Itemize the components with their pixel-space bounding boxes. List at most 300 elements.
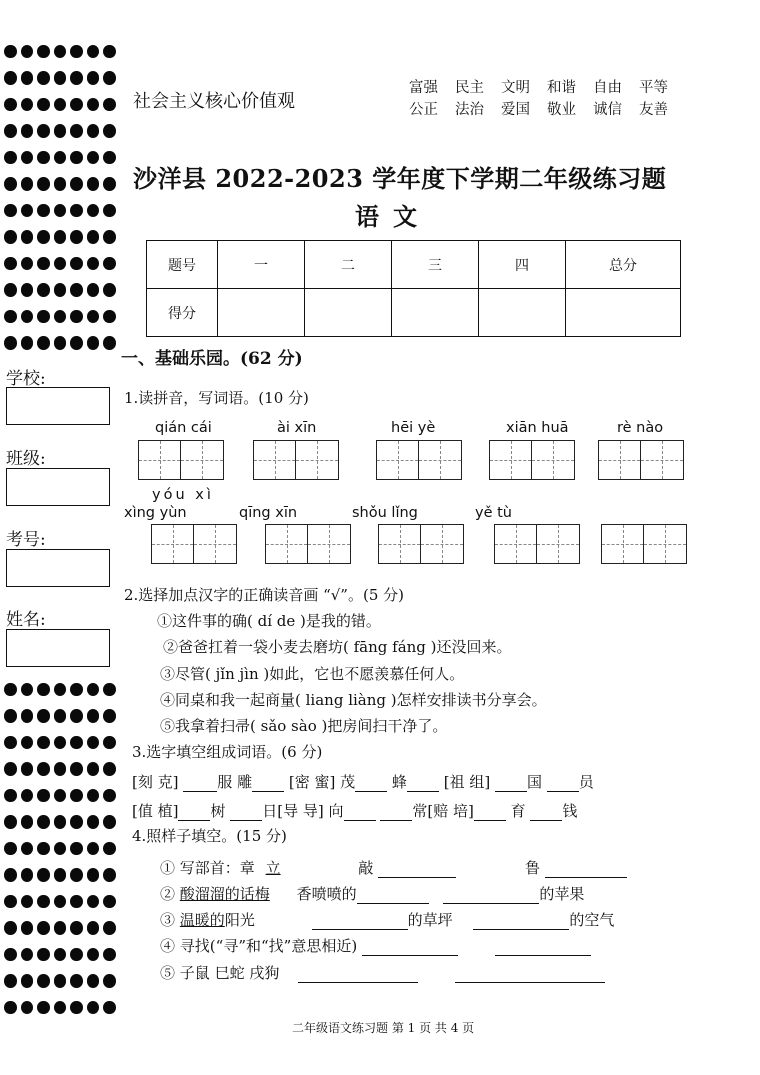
page-footer: 二年级语文练习题 第 1 页 共 4 页 <box>292 1021 475 1035</box>
decorative-dot <box>4 815 17 829</box>
word-part: 日[导 导] <box>262 802 324 820</box>
decorative-dot <box>21 257 34 271</box>
decorative-dot <box>70 204 83 218</box>
dot-row <box>4 729 116 756</box>
decorative-dot <box>103 709 116 723</box>
decorative-dot <box>87 789 100 803</box>
decorative-dot <box>70 336 83 350</box>
answer-blank[interactable] <box>230 804 262 821</box>
class-field[interactable] <box>6 468 110 506</box>
decorative-dot <box>37 98 50 112</box>
decorative-dot <box>103 868 116 882</box>
example-answer: 立 <box>265 859 281 877</box>
decorative-dot <box>4 283 17 297</box>
decorative-dot <box>21 842 34 856</box>
decorative-dot <box>21 948 34 962</box>
decorative-dot <box>87 948 100 962</box>
item-number: ⑤ <box>160 964 176 982</box>
decorative-dot <box>4 1001 17 1015</box>
decorative-dot <box>87 921 100 935</box>
decorative-dot <box>54 283 67 297</box>
dot-row <box>4 835 116 862</box>
dot-row <box>4 277 116 304</box>
decorative-dot <box>37 974 50 988</box>
decorative-dot <box>4 895 17 909</box>
decorative-dot <box>21 762 34 776</box>
decorative-dot <box>87 336 100 350</box>
prompt-text: 子鼠 巳蛇 戌狗 <box>179 964 280 982</box>
decorative-dot <box>54 1001 67 1015</box>
decorative-dot <box>37 683 50 697</box>
value-word: 法治 <box>455 102 484 118</box>
value-word: 诚信 <box>593 102 622 118</box>
dot-row <box>4 171 116 198</box>
item-number: ④ <box>160 937 176 955</box>
question-2-item: ⑤我拿着扫帚( sǎo sào )把房间扫干净了。 <box>160 717 448 735</box>
table-cell: 总分 <box>566 241 681 289</box>
decorative-dot <box>21 336 34 350</box>
decorative-dot <box>87 230 100 244</box>
decorative-dot <box>4 310 17 324</box>
decorative-dot <box>103 336 116 350</box>
decorative-dot <box>21 868 34 882</box>
decorative-dot <box>4 736 17 750</box>
table-cell: 二 <box>305 241 392 289</box>
decorative-dot <box>4 709 17 723</box>
decorative-dot <box>70 736 83 750</box>
decorative-dot <box>70 762 83 776</box>
question-3-row-2 <box>132 800 577 821</box>
decorative-dot <box>4 230 17 244</box>
decorative-dot <box>21 683 34 697</box>
decorative-dot <box>70 45 83 59</box>
dot-row <box>4 65 116 92</box>
answer-blank[interactable] <box>473 913 569 930</box>
decorative-dot <box>54 709 67 723</box>
decorative-dot <box>87 204 100 218</box>
core-values-title: 社会主义核心价值观 <box>133 91 295 112</box>
question-4-line-2 <box>160 883 584 904</box>
dot-row <box>4 118 116 145</box>
decorative-dot <box>54 124 67 138</box>
decorative-dot <box>37 842 50 856</box>
prompt-text: 寻找(“寻”和“找”意思相近) <box>179 937 358 955</box>
decorative-dot <box>54 336 67 350</box>
dot-row <box>4 809 116 836</box>
dot-row <box>4 303 116 330</box>
question-2-item: ④同桌和我一起商量( liang liàng )怎样安排读书分享会。 <box>160 691 547 709</box>
decorative-dot <box>4 98 17 112</box>
dot-row <box>4 91 116 118</box>
decorative-dot <box>103 948 116 962</box>
decorative-dot <box>70 974 83 988</box>
prompt-text: 敲 <box>358 859 374 877</box>
decorative-dot <box>103 789 116 803</box>
decorative-dot <box>70 151 83 165</box>
decorative-dot <box>70 283 83 297</box>
answer-blank[interactable] <box>495 939 591 956</box>
decorative-dot <box>4 948 17 962</box>
decorative-dot <box>103 974 116 988</box>
item-number: ③ <box>160 911 176 929</box>
pinyin-label: qián cái <box>155 420 212 436</box>
decorative-dot <box>87 683 100 697</box>
value-word: 友善 <box>639 102 668 118</box>
prompt-text: 香喷喷的 <box>296 885 357 903</box>
question-1-title: 1.读拼音，写词语。(10 分) <box>124 389 309 407</box>
answer-blank[interactable] <box>530 804 562 821</box>
writing-grid[interactable] <box>494 524 580 564</box>
answer-blank[interactable] <box>357 887 429 904</box>
name-field[interactable] <box>6 629 110 667</box>
decorative-dot <box>37 230 50 244</box>
dot-row <box>4 862 116 889</box>
dot-row <box>4 888 116 915</box>
writing-grid[interactable] <box>598 440 684 480</box>
prompt-text: 的空气 <box>569 911 615 929</box>
question-4-line-3 <box>160 909 614 930</box>
decorative-dot <box>103 842 116 856</box>
decorative-dot <box>103 45 116 59</box>
prompt-text: 的苹果 <box>539 885 585 903</box>
question-3-row-1 <box>132 771 594 792</box>
prompt-text: 写部首：章 <box>179 859 255 877</box>
decorative-dot <box>70 895 83 909</box>
decorative-dot <box>70 868 83 882</box>
prompt-text: 鲁 <box>524 859 540 877</box>
pinyin-label: qīng xīn <box>239 505 298 521</box>
decorative-dot <box>4 177 17 191</box>
decorative-dot <box>103 895 116 909</box>
pinyin-label: shǒu lǐng <box>352 505 418 521</box>
exam-subject: 语文 <box>355 202 431 231</box>
decorative-dot <box>87 98 100 112</box>
writing-grid[interactable] <box>253 440 339 480</box>
decorative-dot <box>4 257 17 271</box>
dot-row <box>4 941 116 968</box>
core-values-row-2 <box>409 98 685 119</box>
dot-row <box>4 703 116 730</box>
answer-blank[interactable] <box>298 966 418 983</box>
decorative-dot <box>70 98 83 112</box>
char-choice: [值 植] <box>132 802 179 820</box>
decorative-dot <box>103 815 116 829</box>
score-input-cell[interactable] <box>218 289 305 337</box>
decorative-dot <box>37 789 50 803</box>
pinyin-label: rè nào <box>617 420 664 436</box>
decorative-dot <box>21 310 34 324</box>
value-word: 文明 <box>501 80 530 96</box>
decorative-dot <box>37 895 50 909</box>
decorative-dot <box>87 709 100 723</box>
answer-blank[interactable] <box>355 775 387 792</box>
decorative-dot <box>21 815 34 829</box>
decorative-dot <box>21 124 34 138</box>
question-2-title: 2.选择加点汉字的正确读音画 “√”。(5 分) <box>124 586 404 604</box>
value-word: 爱国 <box>501 102 530 118</box>
pinyin-label: yóu xì <box>152 487 214 503</box>
decorative-dot <box>37 1001 50 1015</box>
decorative-dot <box>87 762 100 776</box>
dot-row <box>4 250 116 277</box>
class-label: 班级: <box>6 449 46 469</box>
score-input-cell[interactable] <box>392 289 479 337</box>
char-choice: [祖 组] <box>443 773 491 791</box>
decorative-dot <box>87 974 100 988</box>
section-heading: 一、基础乐园。(62 分) <box>121 349 303 369</box>
decorative-dot <box>37 283 50 297</box>
word-part: 向 <box>328 802 344 820</box>
pinyin-label: hēi yè <box>391 420 436 436</box>
decorative-dot <box>37 124 50 138</box>
table-cell: 得分 <box>147 289 218 337</box>
decorative-dot <box>103 683 116 697</box>
pinyin-label: ài xīn <box>277 420 317 436</box>
decorative-dot <box>54 842 67 856</box>
decorative-dot <box>54 310 67 324</box>
decorative-dot <box>103 736 116 750</box>
decorative-dot <box>87 45 100 59</box>
writing-grid[interactable] <box>601 524 687 564</box>
decorative-dot <box>103 71 116 85</box>
decorative-dot <box>21 736 34 750</box>
decorative-dot <box>4 868 17 882</box>
school-label: 学校: <box>6 369 46 389</box>
dot-row <box>4 968 116 995</box>
decorative-dot <box>87 868 100 882</box>
decorative-dot <box>87 310 100 324</box>
answer-blank[interactable] <box>443 887 539 904</box>
decorative-dot <box>103 124 116 138</box>
decorative-dot <box>54 948 67 962</box>
name-label: 姓名: <box>6 610 46 630</box>
decorative-dot <box>54 71 67 85</box>
value-word: 敬业 <box>547 102 576 118</box>
table-cell: 一 <box>218 241 305 289</box>
decorative-dot <box>21 98 34 112</box>
decorative-dot <box>70 177 83 191</box>
writing-grid[interactable] <box>378 524 464 564</box>
word-part: 雕 <box>237 773 253 791</box>
value-word: 和谐 <box>547 80 576 96</box>
decorative-dot <box>54 230 67 244</box>
decorative-dot <box>103 283 116 297</box>
word-part: 常[赔 培] <box>412 802 474 820</box>
decorative-dot <box>54 868 67 882</box>
answer-blank[interactable] <box>178 804 210 821</box>
decorative-dot <box>103 257 116 271</box>
decorative-dot <box>54 98 67 112</box>
decorative-dot <box>21 283 34 297</box>
decorative-dot <box>4 762 17 776</box>
decorative-dot <box>54 151 67 165</box>
dot-row <box>4 915 116 942</box>
decorative-dot <box>87 124 100 138</box>
dot-row <box>4 224 116 251</box>
decorative-dot <box>54 683 67 697</box>
item-number: ② <box>160 885 176 903</box>
value-word: 平等 <box>639 80 668 96</box>
decorative-dot <box>21 177 34 191</box>
decorative-dot <box>87 257 100 271</box>
decorative-dot <box>4 336 17 350</box>
writing-grid[interactable] <box>265 524 351 564</box>
dot-row <box>4 144 116 171</box>
dot-row <box>4 330 116 357</box>
value-word: 富强 <box>409 80 438 96</box>
decorative-dot <box>70 1001 83 1015</box>
decorative-dot <box>70 815 83 829</box>
pinyin-label: xiān huā <box>506 420 569 436</box>
decorative-dot <box>37 336 50 350</box>
decorative-dot <box>4 204 17 218</box>
decorative-dot <box>21 204 34 218</box>
table-row <box>147 241 681 289</box>
dot-row <box>4 782 116 809</box>
decorative-dot <box>70 842 83 856</box>
decorative-dot <box>103 98 116 112</box>
number-field[interactable] <box>6 549 110 587</box>
table-cell: 三 <box>392 241 479 289</box>
dot-row <box>4 38 116 65</box>
core-values-row-1 <box>409 76 685 97</box>
decorative-dot <box>21 974 34 988</box>
decorative-dot <box>4 124 17 138</box>
decorative-dot <box>54 789 67 803</box>
table-cell: 题号 <box>147 241 218 289</box>
answer-blank[interactable] <box>474 804 506 821</box>
prompt-text: 阳光 <box>224 911 255 929</box>
decorative-dot <box>87 151 100 165</box>
item-number: ① <box>160 859 176 877</box>
dot-row <box>4 756 116 783</box>
question-4-line-4 <box>160 935 591 956</box>
decorative-dot <box>70 709 83 723</box>
example-answer: 温暖的 <box>179 911 225 929</box>
answer-blank[interactable] <box>545 861 627 878</box>
writing-grid[interactable] <box>376 440 462 480</box>
score-input-cell[interactable] <box>479 289 566 337</box>
decorative-dot <box>37 151 50 165</box>
score-input-cell[interactable] <box>566 289 681 337</box>
word-part: 育 <box>510 802 526 820</box>
decorative-dot <box>70 789 83 803</box>
prompt-text: 的草坪 <box>407 911 453 929</box>
dot-row <box>4 994 116 1021</box>
answer-blank[interactable] <box>547 775 579 792</box>
decorative-dot <box>87 283 100 297</box>
decorative-dot <box>4 683 17 697</box>
question-4-title: 4.照样子填空。(15 分) <box>132 827 287 845</box>
decorative-dot <box>54 974 67 988</box>
answer-blank[interactable] <box>252 775 284 792</box>
question-4-line-1 <box>160 857 627 878</box>
decorative-dot <box>54 177 67 191</box>
decorative-dot <box>103 204 116 218</box>
answer-blank[interactable] <box>455 966 605 983</box>
word-part: 员 <box>578 773 594 791</box>
decorative-dot <box>54 257 67 271</box>
decorative-dot <box>70 948 83 962</box>
decorative-dot <box>4 151 17 165</box>
decorative-dot <box>21 151 34 165</box>
decorative-dot <box>4 45 17 59</box>
question-3-title: 3.选字填空组成词语。(6 分) <box>132 743 323 761</box>
answer-blank[interactable] <box>495 775 527 792</box>
decorative-dot <box>54 921 67 935</box>
decorative-dot <box>87 71 100 85</box>
answer-blank[interactable] <box>407 775 439 792</box>
decorative-dot <box>37 921 50 935</box>
decorative-dot <box>70 230 83 244</box>
exam-title: 沙洋县 2022-2023 学年度下学期二年级练习题 <box>133 164 667 193</box>
decorative-dot <box>87 842 100 856</box>
word-part: 钱 <box>562 802 578 820</box>
question-4-line-5 <box>160 962 605 983</box>
decorative-dot <box>37 815 50 829</box>
answer-blank[interactable] <box>380 804 412 821</box>
decorative-dot <box>4 842 17 856</box>
table-row <box>147 289 681 337</box>
writing-grid[interactable] <box>489 440 575 480</box>
decorative-dot <box>21 1001 34 1015</box>
decorative-dot <box>54 204 67 218</box>
decorative-dot <box>21 921 34 935</box>
decorative-dot <box>103 762 116 776</box>
decorative-dot <box>37 762 50 776</box>
decorative-dot <box>37 948 50 962</box>
value-word: 自由 <box>593 80 622 96</box>
decorative-dot <box>87 1001 100 1015</box>
score-table <box>146 240 681 337</box>
score-input-cell[interactable] <box>305 289 392 337</box>
writing-grid[interactable] <box>151 524 237 564</box>
decorative-dot <box>70 921 83 935</box>
answer-blank[interactable] <box>378 861 456 878</box>
decorative-dot <box>21 230 34 244</box>
answer-blank[interactable] <box>344 804 376 821</box>
table-cell: 四 <box>479 241 566 289</box>
decorative-dot <box>70 257 83 271</box>
decorative-dot <box>103 151 116 165</box>
decorative-dot <box>103 310 116 324</box>
answer-blank[interactable] <box>362 939 458 956</box>
question-2-item: ①这件事的确( dí de )是我的错。 <box>157 612 381 630</box>
writing-grid[interactable] <box>138 440 224 480</box>
decorative-dot <box>87 736 100 750</box>
number-label: 考号: <box>6 530 46 550</box>
decorative-dot <box>37 204 50 218</box>
decorative-dot <box>37 709 50 723</box>
decorative-dot <box>54 815 67 829</box>
decorative-dot <box>37 736 50 750</box>
decorative-dot <box>103 177 116 191</box>
char-choice: [刻 克] <box>132 773 179 791</box>
value-word: 公正 <box>409 102 438 118</box>
decorative-dot <box>21 45 34 59</box>
decorative-dot <box>37 310 50 324</box>
school-field[interactable] <box>6 387 110 425</box>
decorative-dot <box>37 45 50 59</box>
answer-blank[interactable] <box>312 913 408 930</box>
decorative-dot <box>37 71 50 85</box>
decorative-dot <box>70 71 83 85</box>
decorative-dot <box>87 177 100 191</box>
decorative-dot <box>70 124 83 138</box>
answer-blank[interactable] <box>183 775 217 792</box>
pinyin-label: yě tù <box>475 505 512 521</box>
decorative-dot-column-top <box>4 38 116 356</box>
